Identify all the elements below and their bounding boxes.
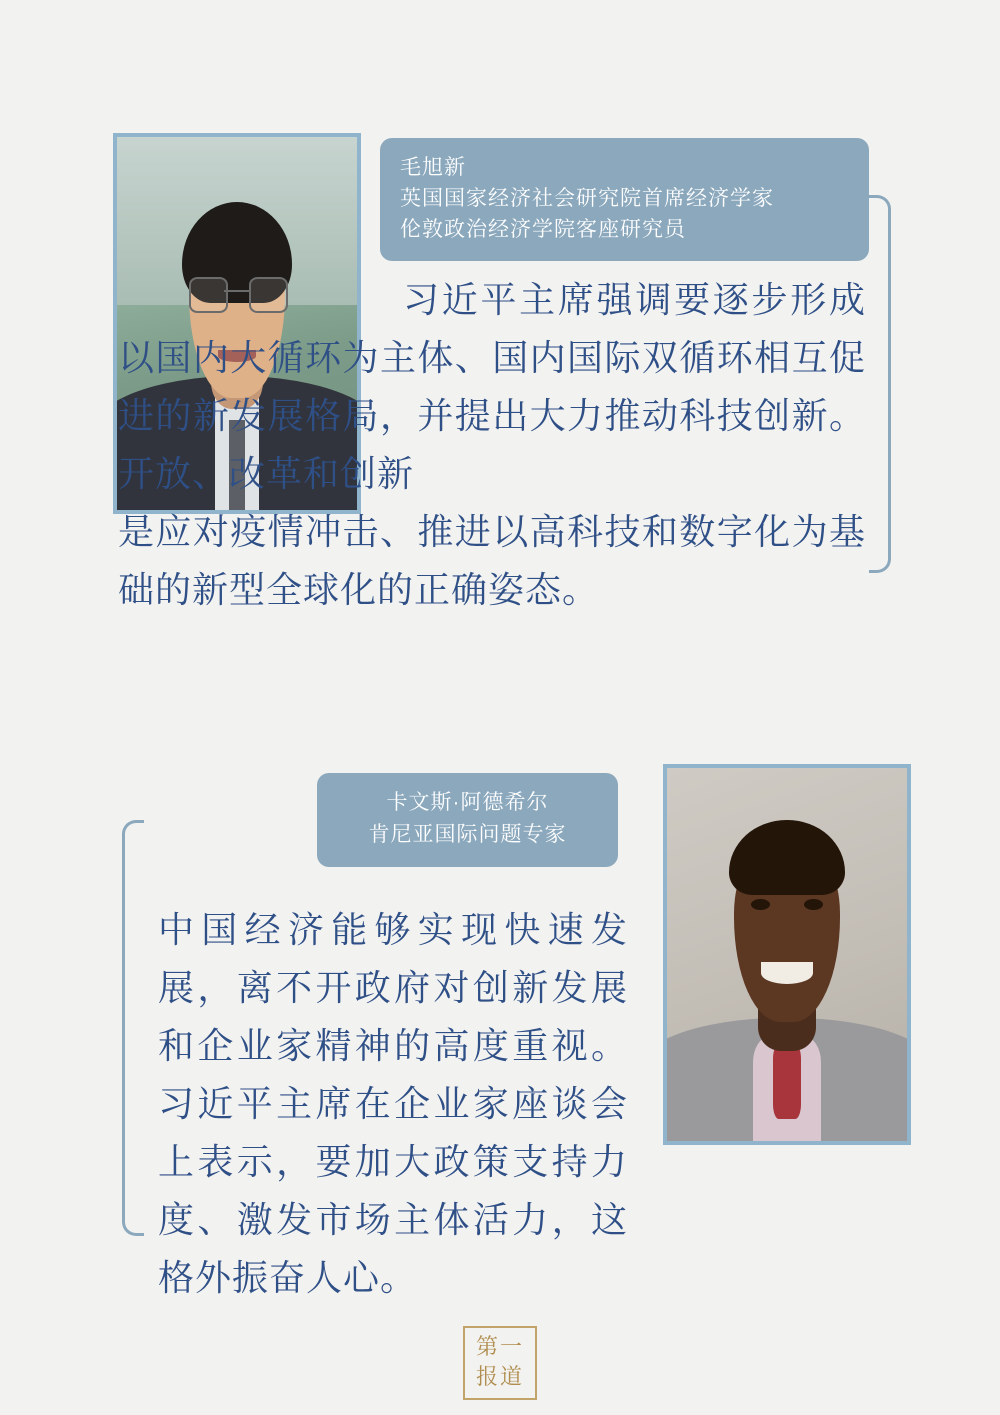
speaker-title-1-line-2: 伦敦政治经济学院客座研究员 (400, 218, 686, 241)
bracket-decoration-2 (122, 820, 144, 1236)
speaker-name-2: 卡文斯·阿德希尔 (386, 791, 549, 814)
footer-logo (463, 1326, 537, 1400)
speaker-photo-2 (663, 764, 911, 1145)
photo-eye-right (804, 899, 823, 910)
quote-text-2: 中国经济能够实现快速发展，离不开政府对创新发展和企业家精神的高度重视。习近平主席在企业家座谈会上表示，要加大政策支持力度、激发市场主体活力，这格外振奋人心。 (158, 910, 628, 1299)
photo-eye-left (751, 899, 770, 910)
speaker-label-2 (317, 773, 618, 867)
quote-block-1 (0, 0, 1000, 680)
speaker-title-2-line-1: 肯尼亚国际问题专家 (368, 823, 567, 846)
photo-tie (773, 1044, 802, 1119)
quote-text-1 (118, 272, 866, 620)
speaker-label-1 (380, 138, 869, 261)
quote-text-1-part-2: 是应对疫情冲击、推进以高科技和数字化为基础的新型全球化的正确姿态。 (118, 512, 866, 611)
footer-logo-line-1: 第一 (475, 1335, 524, 1360)
quote-text-1-part-1: 习近平主席强调要逐步形成以国内大循环为主体、国内国际双循环相互促进的新发展格局，并提出大力推动科技创新。开放、改革和创新 (118, 280, 866, 495)
footer-logo-line-2: 报道 (475, 1365, 524, 1390)
speaker-title-1-line-1: 英国国家经济社会研究院首席经济学家 (400, 187, 774, 210)
bracket-decoration-1 (869, 195, 891, 573)
quote-block-2 (0, 730, 1000, 1330)
speaker-name-1: 毛旭新 (400, 156, 466, 179)
